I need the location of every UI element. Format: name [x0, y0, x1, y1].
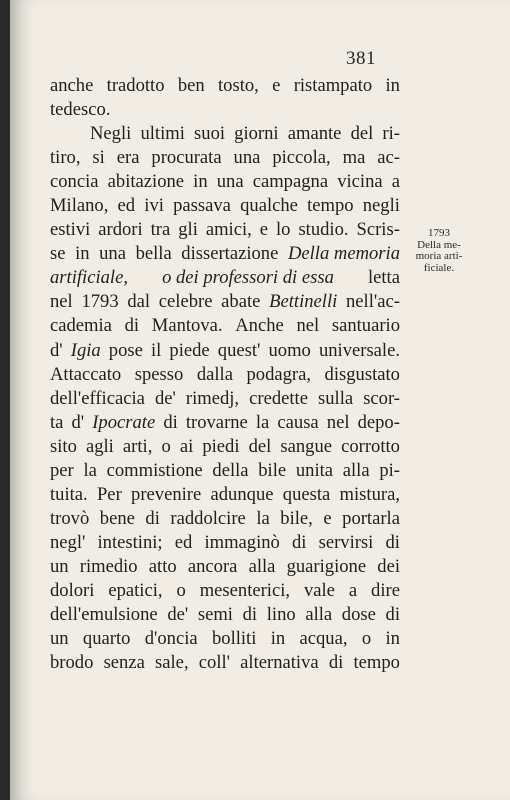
word: ivi	[144, 195, 164, 217]
word: in	[193, 171, 208, 193]
word: una	[233, 147, 261, 169]
marginal-note-line: ficiale.	[423, 261, 455, 274]
word: arti,	[122, 435, 153, 457]
text-line	[50, 483, 400, 507]
word: senza	[103, 652, 145, 674]
word: Attaccato	[50, 363, 122, 385]
word: ancora	[187, 555, 238, 577]
word: passava	[173, 195, 231, 217]
word: si	[92, 147, 105, 169]
word: dolori	[50, 579, 95, 601]
text-line	[50, 363, 400, 387]
word: sito	[50, 435, 77, 457]
word: Per	[96, 483, 122, 505]
word: santuario	[331, 315, 400, 337]
word: portarla	[342, 507, 400, 529]
word: uomo	[268, 339, 311, 361]
word: tradotto	[106, 75, 165, 96]
text-line	[50, 290, 400, 314]
word: ristampato	[293, 75, 373, 96]
word: o	[361, 628, 372, 650]
word: tempo	[307, 195, 354, 217]
word: sangue	[280, 435, 333, 457]
word: semi	[197, 604, 233, 626]
word: credette	[249, 387, 308, 409]
word: cademia	[50, 315, 112, 337]
word: guarigione	[286, 555, 367, 577]
word: concia	[50, 171, 99, 193]
word: quarto	[82, 628, 131, 650]
word: causa	[277, 411, 319, 433]
word: la	[255, 411, 270, 433]
word: tra	[150, 219, 171, 241]
word: studio.	[298, 219, 349, 241]
word: letta	[367, 267, 400, 289]
word: d'	[50, 339, 63, 361]
word: mesenterici,	[199, 579, 291, 601]
text-line	[50, 459, 400, 483]
text-line	[50, 507, 400, 531]
word: di	[385, 604, 400, 626]
word: universale.	[318, 339, 400, 361]
word: abate	[221, 291, 261, 313]
word: ed	[174, 531, 193, 553]
word: Anche	[235, 315, 284, 337]
word: ben	[177, 75, 205, 96]
word: atto	[148, 555, 177, 577]
word: il	[150, 339, 162, 361]
word: procurata	[151, 147, 222, 169]
word: sale,	[155, 652, 189, 674]
word: ultimi	[140, 123, 185, 145]
word: di	[145, 507, 160, 529]
text-line	[50, 411, 400, 435]
word: dire	[371, 579, 400, 601]
word: bolliti	[211, 628, 257, 650]
word: alternativa	[240, 652, 319, 674]
word: un	[50, 628, 69, 650]
word: acqua,	[299, 628, 348, 650]
word: tempo	[353, 652, 400, 674]
word: raddolcire	[170, 507, 246, 529]
word: dose	[341, 604, 376, 626]
word: piccola,	[272, 147, 331, 169]
word: de'	[154, 387, 176, 409]
text-line	[50, 651, 400, 675]
word: intestini;	[97, 531, 163, 553]
word: mistura,	[339, 483, 400, 505]
word: ardori	[98, 219, 143, 241]
word: Negli	[90, 123, 132, 145]
word: la	[83, 459, 97, 481]
word: la	[256, 507, 270, 529]
word: immaginò	[204, 531, 280, 553]
word: un	[50, 555, 69, 577]
word: campagna	[252, 171, 329, 193]
text-line	[50, 579, 400, 603]
text-line	[50, 627, 400, 651]
word: vale	[303, 579, 335, 601]
word: negli	[362, 195, 400, 217]
word: corrotto	[341, 435, 400, 457]
word: del	[248, 435, 272, 457]
word: o	[161, 435, 171, 457]
word: nel	[326, 411, 350, 433]
word: era	[116, 147, 140, 169]
marginal-note-year: 1793	[428, 227, 450, 239]
word: rimedj,	[185, 387, 240, 409]
word: dalla	[196, 363, 233, 385]
word: amici,	[205, 219, 252, 241]
word: pi-	[379, 459, 400, 481]
word: di	[163, 411, 178, 433]
word: de'	[167, 604, 189, 626]
word: unita	[295, 459, 334, 481]
word: celebre	[158, 291, 213, 313]
text-line	[50, 98, 400, 122]
word: bella	[135, 243, 172, 265]
word: tosto,	[218, 75, 259, 96]
body-text	[50, 74, 400, 675]
word: tedesco.	[50, 99, 111, 121]
word: giorni	[234, 123, 279, 145]
text-line	[50, 339, 400, 363]
word: spesso	[134, 363, 184, 385]
word: piedi	[202, 435, 240, 457]
word: nel	[50, 291, 73, 313]
word: amante	[287, 123, 342, 145]
word: in	[385, 75, 400, 96]
word: dei	[377, 555, 400, 577]
book-page	[10, 0, 510, 800]
word: tiro,	[50, 147, 81, 169]
word: dell'efficacia	[50, 387, 145, 409]
word: una	[99, 243, 126, 265]
word: dell'emulsione	[50, 604, 158, 626]
word: ac-	[377, 147, 400, 169]
word: bile,	[280, 507, 313, 529]
word: lo	[276, 219, 291, 241]
word: Milano,	[50, 195, 109, 217]
text-line	[50, 555, 400, 579]
word: Della memoria	[287, 243, 400, 265]
word: dissertazione	[181, 243, 279, 265]
text-line	[50, 242, 400, 266]
word: Igia	[70, 339, 101, 361]
word: scor-	[363, 387, 400, 409]
word: rimedio	[79, 555, 138, 577]
word: sulla	[318, 387, 354, 409]
text-line	[50, 603, 400, 627]
word: ri-	[382, 123, 400, 145]
word: di	[124, 315, 140, 337]
text-line	[50, 531, 400, 555]
word: servirsi	[318, 531, 374, 553]
word: bile	[258, 459, 287, 481]
word: Ipocrate	[92, 411, 156, 433]
word: e	[272, 75, 281, 96]
text-line	[50, 314, 400, 338]
word: gli	[178, 219, 198, 241]
word: Scris-	[356, 219, 400, 241]
word: d'	[71, 411, 85, 433]
word: artificiale,	[50, 267, 128, 289]
word: anche	[50, 75, 94, 96]
word: Bettinelli	[269, 291, 338, 313]
word: della	[212, 459, 249, 481]
text-line	[50, 194, 400, 218]
word: di	[242, 604, 258, 626]
word: Mantova.	[151, 315, 223, 337]
word: o	[176, 579, 186, 601]
word: estivi	[50, 219, 91, 241]
word: tuita.	[50, 483, 88, 505]
word: o dei professori di essa	[162, 267, 334, 289]
word: e	[259, 219, 269, 241]
page-number: 381	[346, 48, 376, 69]
word: lino	[266, 604, 296, 626]
text-line	[50, 170, 400, 194]
word: se	[50, 243, 66, 265]
word: 1793	[81, 291, 119, 313]
word: d'oncia	[144, 628, 198, 650]
marginal-note-line: moria arti-	[415, 250, 463, 262]
word: alla	[342, 459, 370, 481]
word: alla	[305, 604, 333, 626]
text-line	[50, 122, 400, 146]
word: coll'	[198, 652, 230, 674]
text-line	[50, 266, 400, 290]
word: in	[75, 243, 90, 265]
word: brodo	[50, 652, 94, 674]
word: vicina	[337, 171, 383, 193]
text-line	[50, 387, 400, 411]
text-line	[50, 435, 400, 459]
word: in	[270, 628, 286, 650]
word: dal	[127, 291, 151, 313]
word: quest'	[217, 339, 261, 361]
word: e	[323, 507, 332, 529]
word: pose	[108, 339, 143, 361]
word: disgustato	[324, 363, 400, 385]
word: piede	[169, 339, 210, 361]
word: negl'	[50, 531, 86, 553]
word: del	[350, 123, 374, 145]
word: podagra,	[246, 363, 312, 385]
text-line	[50, 146, 400, 170]
word: trovarne	[185, 411, 248, 433]
word: una	[216, 171, 244, 193]
word: qualche	[240, 195, 298, 217]
word: ma	[342, 147, 366, 169]
marginal-note-line: Della me-	[417, 238, 461, 251]
word: di	[291, 531, 307, 553]
word: per	[50, 459, 74, 481]
word: di	[385, 531, 400, 553]
word: epatici,	[108, 579, 163, 601]
word: alla	[248, 555, 276, 577]
word: abitazione	[107, 171, 185, 193]
word: di	[328, 652, 344, 674]
word: prevenire	[131, 483, 202, 505]
word: nel	[296, 315, 320, 337]
word: a	[391, 171, 400, 193]
word: nell'ac-	[346, 291, 400, 313]
word: bene	[99, 507, 135, 529]
word: commistione	[106, 459, 203, 481]
word: a	[348, 579, 358, 601]
word: trovò	[50, 507, 90, 529]
text-line	[50, 218, 400, 242]
word: questa	[282, 483, 331, 505]
word: agli	[85, 435, 114, 457]
word: ed	[117, 195, 136, 217]
word: adunque	[210, 483, 274, 505]
word: suoi	[194, 123, 226, 145]
word: ai	[179, 435, 194, 457]
word: in	[385, 628, 400, 650]
marginal-note	[409, 228, 469, 274]
word: depo-	[357, 411, 400, 433]
text-line	[50, 74, 400, 98]
word: ta	[50, 411, 64, 433]
